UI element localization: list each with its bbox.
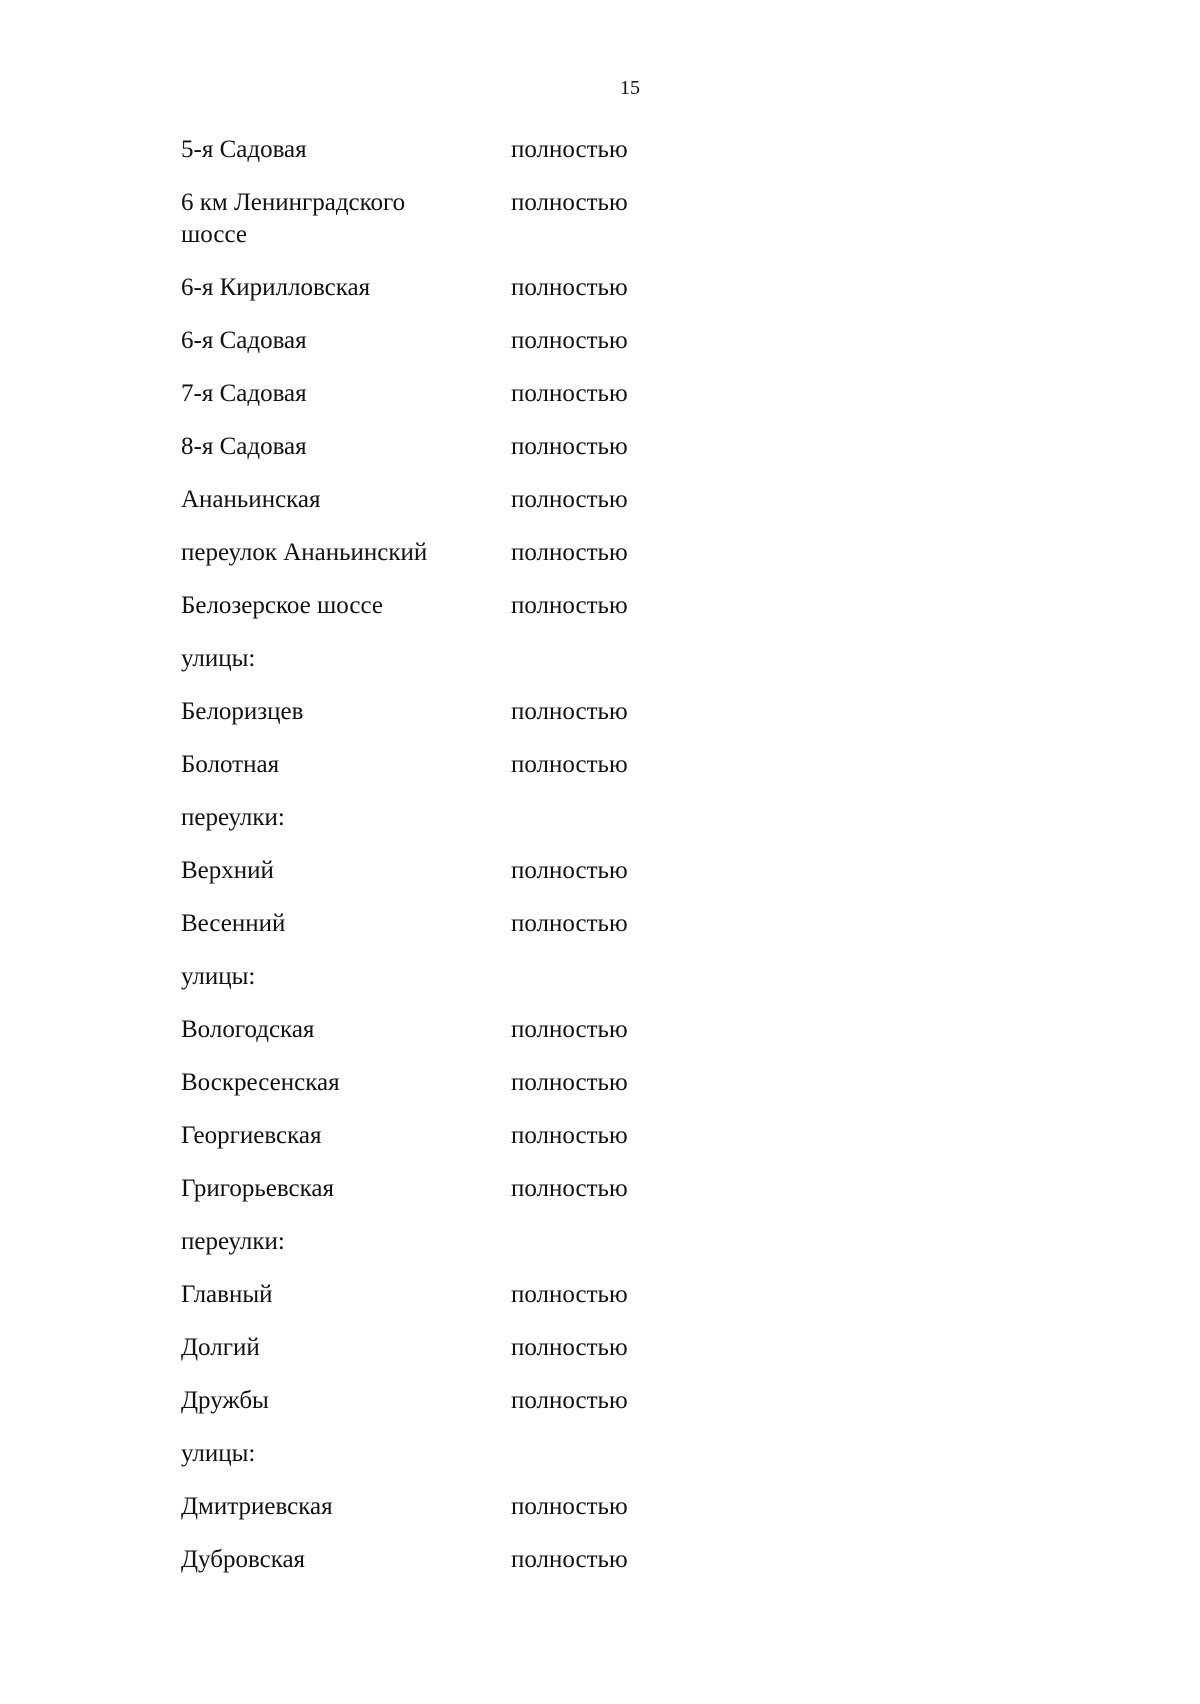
page-number: 15 bbox=[620, 77, 640, 99]
coverage-status: полностью bbox=[511, 698, 628, 725]
list-row bbox=[181, 1173, 881, 1205]
coverage-status: полностью bbox=[511, 1281, 628, 1308]
list-row bbox=[181, 1491, 881, 1523]
list-row bbox=[181, 325, 881, 357]
section-heading-row bbox=[181, 1438, 881, 1470]
list-row bbox=[181, 378, 881, 410]
section-heading-row bbox=[181, 1226, 881, 1258]
street-name: Воскресенская bbox=[181, 1069, 340, 1096]
street-name: Дружбы bbox=[181, 1387, 269, 1414]
coverage-status: полностью bbox=[511, 1175, 628, 1202]
list-row bbox=[181, 1332, 881, 1364]
coverage-status: полностью bbox=[511, 486, 628, 513]
section-heading: переулки: bbox=[181, 1228, 285, 1255]
street-name: Белозерское шоссе bbox=[181, 592, 383, 619]
street-name: Весенний bbox=[181, 910, 286, 937]
coverage-status: полностью bbox=[511, 1493, 628, 1520]
coverage-status: полностью bbox=[511, 1122, 628, 1149]
street-name: 7-я Садовая bbox=[181, 380, 307, 407]
street-list bbox=[181, 134, 881, 1597]
street-name: Георгиевская bbox=[181, 1122, 322, 1149]
street-name: Долгий bbox=[181, 1334, 260, 1361]
section-heading-row bbox=[181, 961, 881, 993]
list-row bbox=[181, 1014, 881, 1046]
list-row bbox=[181, 431, 881, 463]
coverage-status: полностью bbox=[511, 327, 628, 354]
section-heading-row bbox=[181, 802, 881, 834]
street-name: Верхний bbox=[181, 857, 274, 884]
coverage-status: полностью bbox=[511, 751, 628, 778]
coverage-status: полностью bbox=[511, 1069, 628, 1096]
list-row bbox=[181, 187, 881, 251]
coverage-status: полностью bbox=[511, 910, 628, 937]
list-row bbox=[181, 908, 881, 940]
street-name: 6-я Садовая bbox=[181, 327, 307, 354]
coverage-status: полностью bbox=[511, 539, 628, 566]
section-heading: переулки: bbox=[181, 804, 285, 831]
list-row bbox=[181, 537, 881, 569]
list-row bbox=[181, 1385, 881, 1417]
list-row bbox=[181, 590, 881, 622]
street-name: 6-я Кирилловская bbox=[181, 274, 371, 301]
list-row bbox=[181, 1120, 881, 1152]
section-heading: улицы: bbox=[181, 963, 256, 990]
coverage-status: полностью bbox=[511, 136, 628, 163]
list-row bbox=[181, 1544, 881, 1576]
coverage-status: полностью bbox=[511, 1334, 628, 1361]
list-row bbox=[181, 1279, 881, 1311]
coverage-status: полностью bbox=[511, 433, 628, 460]
street-name: Ананьинская bbox=[181, 486, 321, 513]
section-heading: улицы: bbox=[181, 1440, 256, 1467]
list-row bbox=[181, 272, 881, 304]
street-name: 6 км Ленинградского шоссе bbox=[181, 189, 406, 248]
street-name: Главный bbox=[181, 1281, 273, 1308]
street-name: Болотная bbox=[181, 751, 280, 778]
list-row bbox=[181, 134, 881, 166]
list-row bbox=[181, 749, 881, 781]
street-name: Григорьевская bbox=[181, 1175, 335, 1202]
coverage-status: полностью bbox=[511, 1546, 628, 1573]
coverage-status: полностью bbox=[511, 592, 628, 619]
list-row bbox=[181, 855, 881, 887]
coverage-status: полностью bbox=[511, 189, 628, 216]
street-name: 5-я Садовая bbox=[181, 136, 307, 163]
coverage-status: полностью bbox=[511, 274, 628, 301]
street-name: 8-я Садовая bbox=[181, 433, 307, 460]
street-name: Дмитриевская bbox=[181, 1493, 333, 1520]
street-name: Дубровская bbox=[181, 1546, 306, 1573]
list-row bbox=[181, 484, 881, 516]
coverage-status: полностью bbox=[511, 380, 628, 407]
list-row bbox=[181, 1067, 881, 1099]
street-name: переулок Ананьинский bbox=[181, 539, 428, 566]
list-row bbox=[181, 696, 881, 728]
coverage-status: полностью bbox=[511, 857, 628, 884]
section-heading: улицы: bbox=[181, 645, 256, 672]
street-name: Вологодская bbox=[181, 1016, 315, 1043]
street-name: Белоризцев bbox=[181, 698, 304, 725]
coverage-status: полностью bbox=[511, 1387, 628, 1414]
section-heading-row bbox=[181, 643, 881, 675]
coverage-status: полностью bbox=[511, 1016, 628, 1043]
